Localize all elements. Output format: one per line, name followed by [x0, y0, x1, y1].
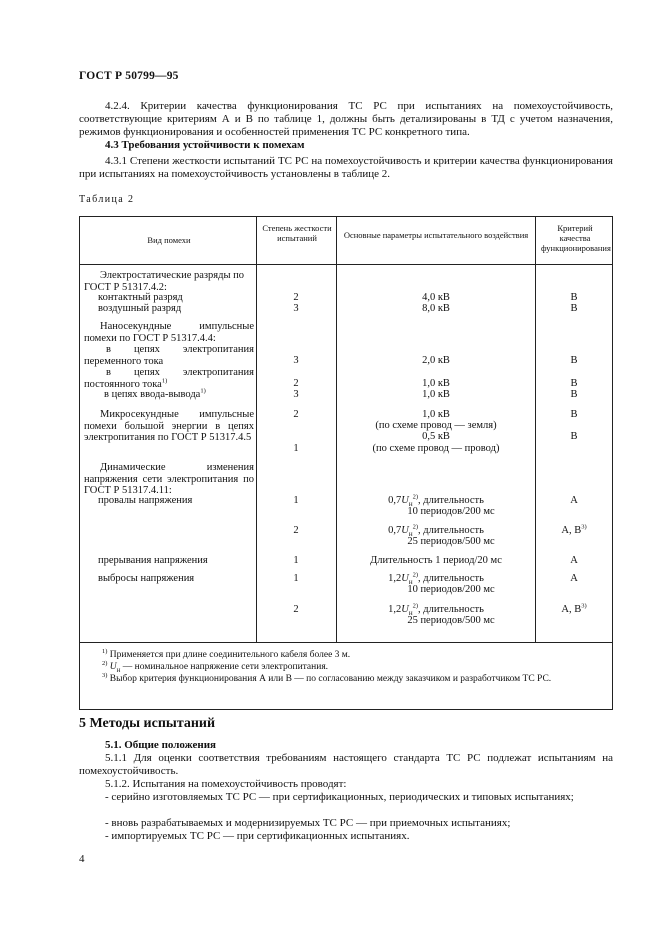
param-subscript: н [408, 578, 413, 587]
row-level: 1 [293, 495, 299, 506]
param-subscript: н [408, 500, 413, 509]
paragraph-5-1-2: 5.1.2. Испытания на помехоустойчивость проводят: [105, 778, 347, 790]
note-text: Применяется при длине соединительного кабеля более 3 м. [109, 650, 351, 660]
paragraph-5-1-1: 5.1.1 Для оценки соответствия требованиям настоящего стандарта ТС РС подлежат испытаниям на помехоустойчивость. [79, 752, 613, 777]
param-text: , длительность [417, 495, 484, 506]
row-criterion [536, 525, 612, 537]
row-param: 0,5 кВ [422, 431, 450, 442]
row-level: 3 [293, 389, 299, 400]
footnote-mark: 1) [161, 377, 168, 384]
note-symbol: U [109, 662, 117, 672]
footnote-mark: 1) [102, 647, 108, 655]
list-item: - вновь разрабатываемых и модернизируемых ТС РС — при приемочных испытаниях; [105, 817, 511, 829]
footnote-mark: 2) [412, 523, 418, 531]
param-symbol: U [401, 573, 409, 584]
row-level: 1 [293, 555, 299, 566]
table-caption: Таблица 2 [79, 194, 135, 205]
row-param-line2: 10 периодов/200 мс [407, 506, 495, 517]
param-text: 1,2 [388, 573, 402, 584]
page-number: 4 [79, 853, 85, 865]
row-criterion: А [570, 495, 578, 506]
group-voltage-title: Динамические изменения напряжения сети электропитания по ГОСТ Р 51317.4.11: [84, 462, 254, 496]
row-level: 3 [293, 303, 299, 314]
row-level: 2 [293, 292, 299, 303]
col-divider [336, 217, 337, 642]
param-text: 0,7 [388, 495, 402, 506]
row-label: прерывания напряжения [98, 555, 208, 566]
row-criterion [536, 604, 612, 616]
row-param: 1,0 кВ [422, 378, 450, 389]
list-item: - серийно изготовляемых ТС РС — при сертификационных, периодических и типовых испытаниях; [105, 791, 574, 803]
row-label: в цепях электропитания переменного тока [84, 344, 254, 367]
criterion-text: А, В [561, 525, 582, 536]
row-param: Длительность 1 период/20 мс [370, 555, 502, 566]
note-text: — номинальное напряжение сети электропитания. [120, 662, 329, 672]
header-col4: Критерий качества функционирования [541, 223, 611, 253]
row-level: 2 [293, 378, 299, 389]
table-2 [79, 216, 613, 710]
row-label-text: в цепях ввода-вывода [104, 389, 201, 400]
document-header: ГОСТ Р 50799—95 [79, 70, 179, 82]
row-label-text: в цепях электропитания постоянного тока [84, 367, 254, 390]
header-col1: Вид помехи [147, 235, 191, 245]
row-level: 2 [293, 409, 299, 420]
row-criterion: А [570, 573, 578, 584]
footnote-mark: 2) [412, 493, 418, 501]
row-param: 1,0 кВ [422, 409, 450, 420]
table-note-1 [86, 647, 610, 661]
param-text: , длительность [417, 525, 484, 536]
row-param-note: (по схеме провод — земля) [375, 420, 497, 431]
notes-divider [80, 642, 612, 643]
row-param-line2: 25 периодов/500 мс [407, 536, 495, 547]
row-criterion: В [570, 378, 578, 389]
footnote-mark: 2) [412, 571, 418, 579]
list-item: - импортируемых ТС РС — при сертификационных испытаниях. [105, 830, 410, 842]
row-label: выбросы напряжения [98, 573, 195, 584]
criterion-text: А, В [561, 604, 582, 615]
heading-4-3: 4.3 Требования устойчивости к помехам [105, 139, 305, 151]
row-param-line2: 10 периодов/200 мс [407, 584, 495, 595]
footnote-mark: 3) [581, 602, 587, 610]
param-symbol: U [401, 604, 409, 615]
row-criterion: В [570, 355, 578, 366]
section-5-heading: 5 Методы испытаний [79, 716, 216, 731]
footnote-mark: 2) [412, 602, 418, 610]
param-text: 0,7 [388, 525, 402, 536]
row-criterion: В [570, 389, 578, 400]
footnote-mark: 3) [581, 523, 587, 531]
row-param: 4,0 кВ [422, 292, 450, 303]
row-label: провалы напряжения [98, 495, 193, 506]
paragraph-4-3-1: 4.3.1 Степени жесткости испытаний ТС РС на помехоустойчивость и критерии качества функционирования при испытаниях на помехоустойчивость установлены в таблице 2. [79, 155, 613, 180]
row-level: 3 [293, 355, 299, 366]
group-microsecond-title: Микросекундные импульсные помехи большой энергии в цепях электропитания по ГОСТ Р 51317.4.5 [84, 409, 254, 443]
paragraph-4-2-4: 4.2.4. Критерии качества функционирования ТС РС при испытаниях на помехоустойчивость, соответствующие критериям А и В по таблице 1, должны быть детализированы в ТД с учетом назначения, режимов функционирования и особенностей применения ТС РС конкретного типа. [79, 100, 613, 138]
header-col3: Основные параметры испытательного воздействия [343, 230, 529, 240]
row-level: 1 [293, 443, 299, 454]
row-level: 1 [293, 573, 299, 584]
row-param: 1,0 кВ [422, 389, 450, 400]
param-subscript: н [408, 609, 413, 618]
header-col2: Степень жесткости испытаний [262, 223, 332, 243]
note-text: Выбор критерия функционирования А или В — по согласованию между заказчиком и разработчиком ТС РС. [109, 674, 552, 684]
row-label: воздушный разряд [98, 303, 182, 314]
footnote-mark: 3) [102, 671, 108, 679]
row-param: 8,0 кВ [422, 303, 450, 314]
header-divider [80, 264, 612, 265]
param-subscript: н [408, 530, 413, 539]
group-esd-title: Электростатические разряды по ГОСТ Р 51317.4.2: [84, 270, 245, 293]
row-label [84, 367, 254, 390]
note-subscript: н [116, 665, 121, 674]
table-note-3 [86, 671, 610, 685]
param-symbol: U [401, 525, 409, 536]
row-label [82, 389, 278, 401]
param-text: , длительность [417, 604, 484, 615]
row-label: контактный разряд [98, 292, 183, 303]
row-criterion: В [570, 431, 578, 442]
row-level: 2 [293, 604, 299, 615]
param-text: , длительность [417, 573, 484, 584]
row-criterion: В [570, 303, 578, 314]
row-level: 2 [293, 525, 299, 536]
footnote-mark: 2) [102, 659, 108, 667]
row-criterion: В [570, 409, 578, 420]
footnote-mark: 1) [200, 387, 206, 395]
group-nanosecond-title: Наносекундные импульсные помехи по ГОСТ Р 51317.4.4: [84, 321, 254, 344]
heading-5-1: 5.1. Общие положения [105, 739, 216, 751]
row-criterion: А [570, 555, 578, 566]
row-param: 2,0 кВ [422, 355, 450, 366]
row-param-line2: 25 периодов/500 мс [407, 615, 495, 626]
row-param-note: (по схеме провод — провод) [372, 443, 500, 454]
param-text: 1,2 [388, 604, 402, 615]
row-criterion: В [570, 292, 578, 303]
param-symbol: U [401, 495, 409, 506]
